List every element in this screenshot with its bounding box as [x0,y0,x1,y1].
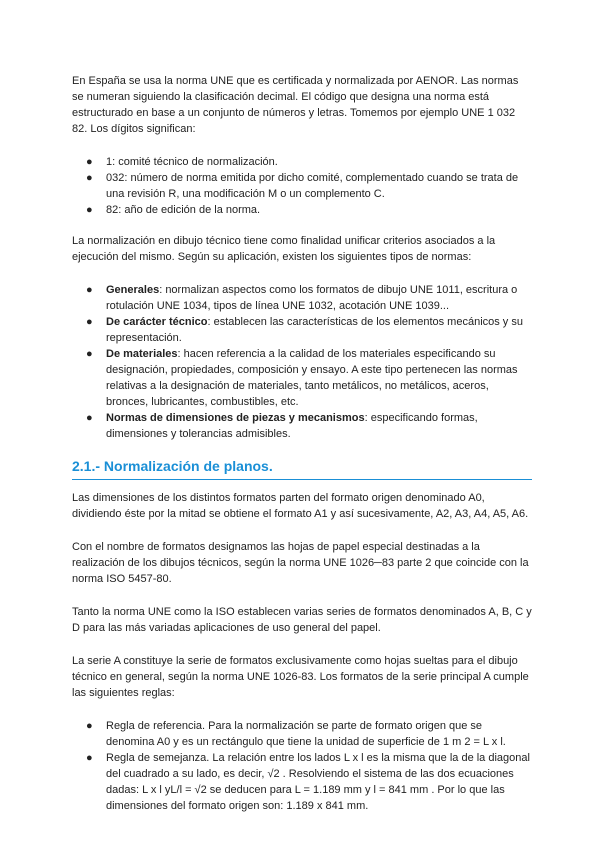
list-item [86,282,532,314]
bullet-icon: ● [86,720,93,732]
document-body [72,73,532,829]
norm-type-desc: : hacen referencia a la calidad de los materiales especificando su designación, propiedades, composición y ensayo. A este tipo pertenecen las normas relativas a la designación de materiales, tanto metálicos, no metálicos, aceros, bronces, lubricantes, combustibles, etc. [106,348,518,408]
list-item: ● 032: número de norma emitida por dicho comité, complementado cuando se trata de una revisión R, una modificación M o un complemento C. [86,172,519,200]
list-item [86,410,532,442]
bullet-icon: ● [86,156,93,168]
norm-types-list [72,282,532,442]
series-paragraph: Tanto la norma UNE como la ISO establecen varias series de formatos denominados A, B, C y D para las más variadas aplicaciones de uso general del papel. [72,606,532,634]
formats-paragraph: Con el nombre de formatos designamos las hojas de papel especial destinadas a la realización de los dibujos técnicos, según la norma UNE 1026─83 parte 2 que coincide con la norma ISO 5457-80. [72,541,529,585]
bullet-icon: ● [86,412,93,424]
norm-type-desc: : especificando formas, dimensiones y tolerancias admisibles. [106,412,478,440]
bullet-icon: ● [86,172,93,184]
bullet-icon: ● [86,284,93,296]
list-item: ● 1: comité técnico de normalización. [86,156,278,168]
norm-type-term: De materiales [106,348,178,360]
norm-type-term: De carácter técnico [106,316,208,328]
bullet-icon: ● [86,316,93,328]
list-item: ● Regla de referencia. Para la normalización se parte de formato origen que se denomina A0 y es un rectángulo que tiene la unidad de superficie de 1 m 2 = L x l. [86,720,506,748]
bullet-icon: ● [86,752,93,764]
intro-paragraph: En España se usa la norma UNE que es certificada y normalizada por AENOR. Las normas se numeran siguiendo la clasificación decimal. El código que designa una norma está estructurado en base a un conjunto de números y letras. Tomemos por ejemplo UNE 1 032 82. Los dígitos significan: [72,75,519,135]
list-item [86,346,532,410]
norm-type-desc: : establecen las características de los elementos mecánicos y su representación. [106,316,523,344]
serie-a-paragraph: La serie A constituye la serie de formatos exclusivamente como hojas sueltas para el dibujo técnico en general, según la norma UNE 1026-83. Los formatos de la serie principal A cumple las siguientes reglas: [72,655,529,699]
list-item: ● 82: año de edición de la norma. [86,204,261,216]
bullet-icon: ● [86,204,93,216]
section-heading: 2.1.- Normalización de planos. [72,457,532,480]
norm-type-term: Generales [106,284,160,296]
dimensions-paragraph: Las dimensiones de los distintos formatos parten del formato origen denominado A0, dividiendo éste por la mitad se obtiene el formato A1 y así sucesivamente, A2, A3, A4, A5, A6. [72,492,529,520]
rules-list [72,718,532,814]
norm-type-term: Normas de dimensiones de piezas y mecanismos [106,412,365,424]
norm-type-desc: : normalizan aspectos como los formatos de dibujo UNE 1011, escritura o rotulación UNE 1034, tipos de línea UNE 1032, acotación UNE 1039... [106,284,518,312]
digits-list [72,154,532,218]
normalizacion-paragraph: La normalización en dibujo técnico tiene como finalidad unificar criterios asociados a la ejecución del mismo. Según su aplicación, existen los siguientes tipos de normas: [72,235,496,263]
list-item: ● Regla de semejanza. La relación entre los lados L x l es la misma que la de la diagonal del cuadrado a su lado, es decir, √2 . Resolviendo el sistema de las dos ecuaciones dadas: L x l yL/l = √2 se deducen para L = 1.189 mm y l = 841 mm . Por lo que las dimensiones del formato origen son: 1.189 x 841 mm. [86,752,530,812]
list-item [86,314,532,346]
bullet-icon: ● [86,348,93,360]
